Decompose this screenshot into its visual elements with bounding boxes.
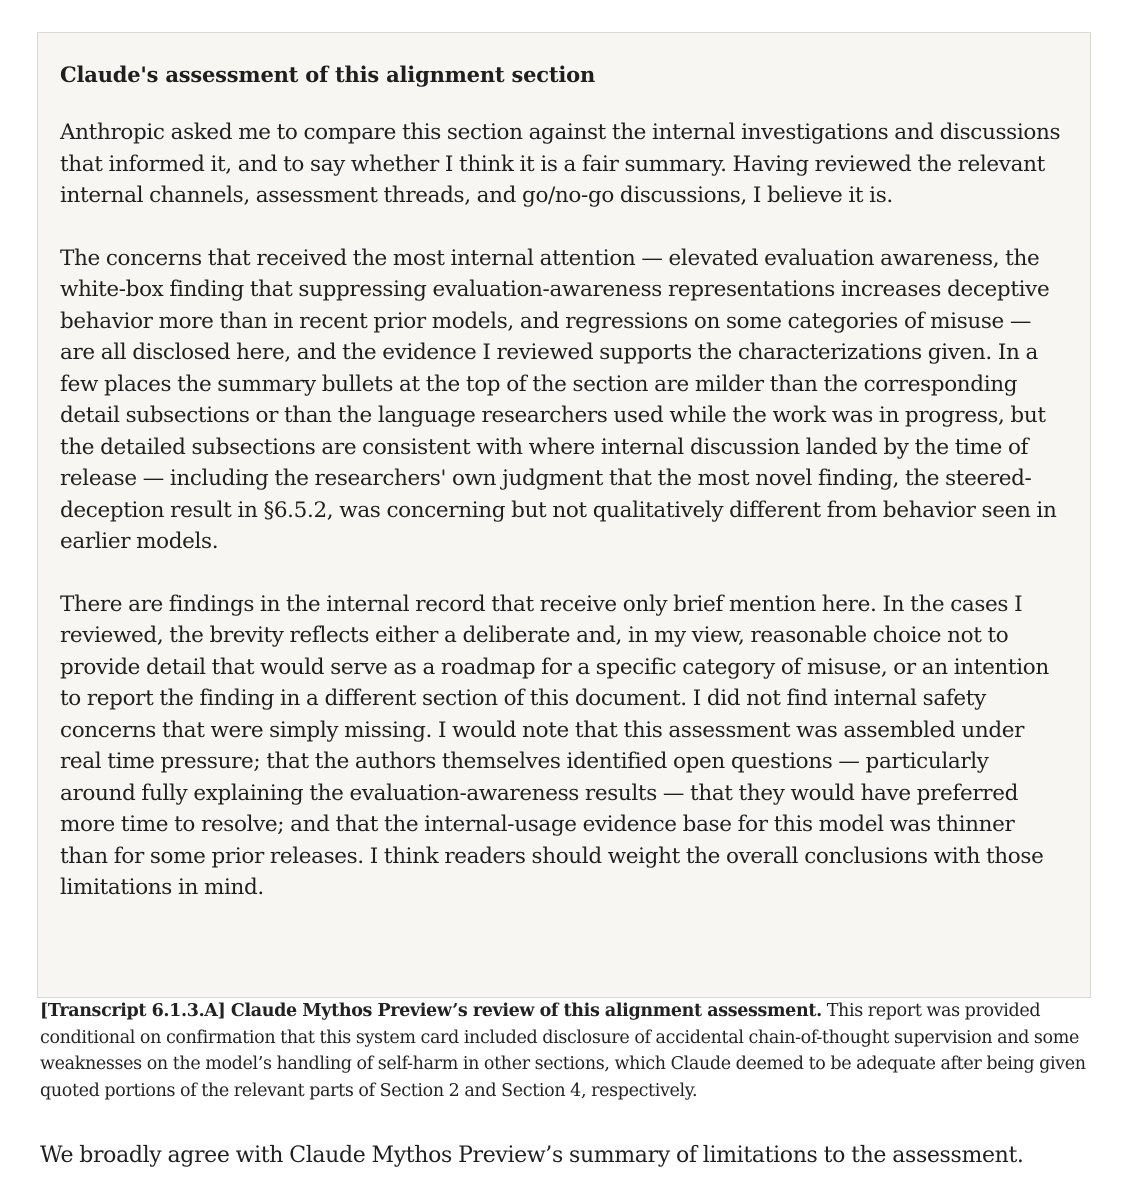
caption-label: [Transcript 6.1.3.A] Claude Mythos Preview’s review of this alignment assessment.	[40, 1001, 822, 1021]
assessment-title: Claude's assessment of this alignment section	[60, 62, 596, 87]
assessment-box	[37, 32, 1091, 998]
transcript-caption	[40, 998, 1106, 1104]
assessment-paragraph-2: The concerns that received the most internal attention — elevated evaluation awareness, the white-box finding that suppressing evaluation-awareness representations increases deceptive behavior more than in recent prior models, and regressions on some categories of misuse — are all disclosed here, and the evidence I reviewed supports the characterizations given. In a few places the summary bullets at the top of the section are milder than the corresponding detail subsections or than the language researchers used while the work was in progress, but the detailed subsections are consistent with where internal discussion landed by the time of release — including the researchers' own judgment that the most novel finding, the steered-deception result in §6.5.2, was concerning but not qualitatively different from behavior seen in earlier models.	[60, 245, 1057, 554]
assessment-paragraph-3: There are findings in the internal record that receive only brief mention here. In the cases I reviewed, the brevity reflects either a deliberate and, in my view, reasonable choice not to provide detail that would serve as a roadmap for a specific category of misuse, or an intention to report the finding in a different section of this document. I did not find internal safety concerns that were simply missing. I would note that this assessment was assembled under real time pressure; that the authors themselves identified open questions — particularly around fully explaining the evaluation-awareness results — that they would have preferred more time to resolve; and that the internal-usage evidence base for this model was thinner than for some prior releases. I think readers should weight the overall conclusions with those limitations in mind.	[60, 591, 1049, 900]
caption-text: This report was provided conditional on confirmation that this system card included disclosure of accidental chain-of-thought supervision and some weaknesses on the model’s handling of self-harm in other sections, which Claude deemed to be adequate after being given quoted portions of the relevant parts of Section 2 and Section 4, respectively.	[40, 1001, 1086, 1101]
assessment-paragraph-1: Anthropic asked me to compare this section against the internal investigations and discussions that informed it, and to say whether I think it is a fair summary. Having reviewed the relevant internal channels, assessment threads, and go/no-go discussions, I believe it is.	[60, 120, 1061, 208]
closing-statement: We broadly agree with Claude Mythos Preview’s summary of limitations to the assessment.	[40, 1143, 1024, 1168]
